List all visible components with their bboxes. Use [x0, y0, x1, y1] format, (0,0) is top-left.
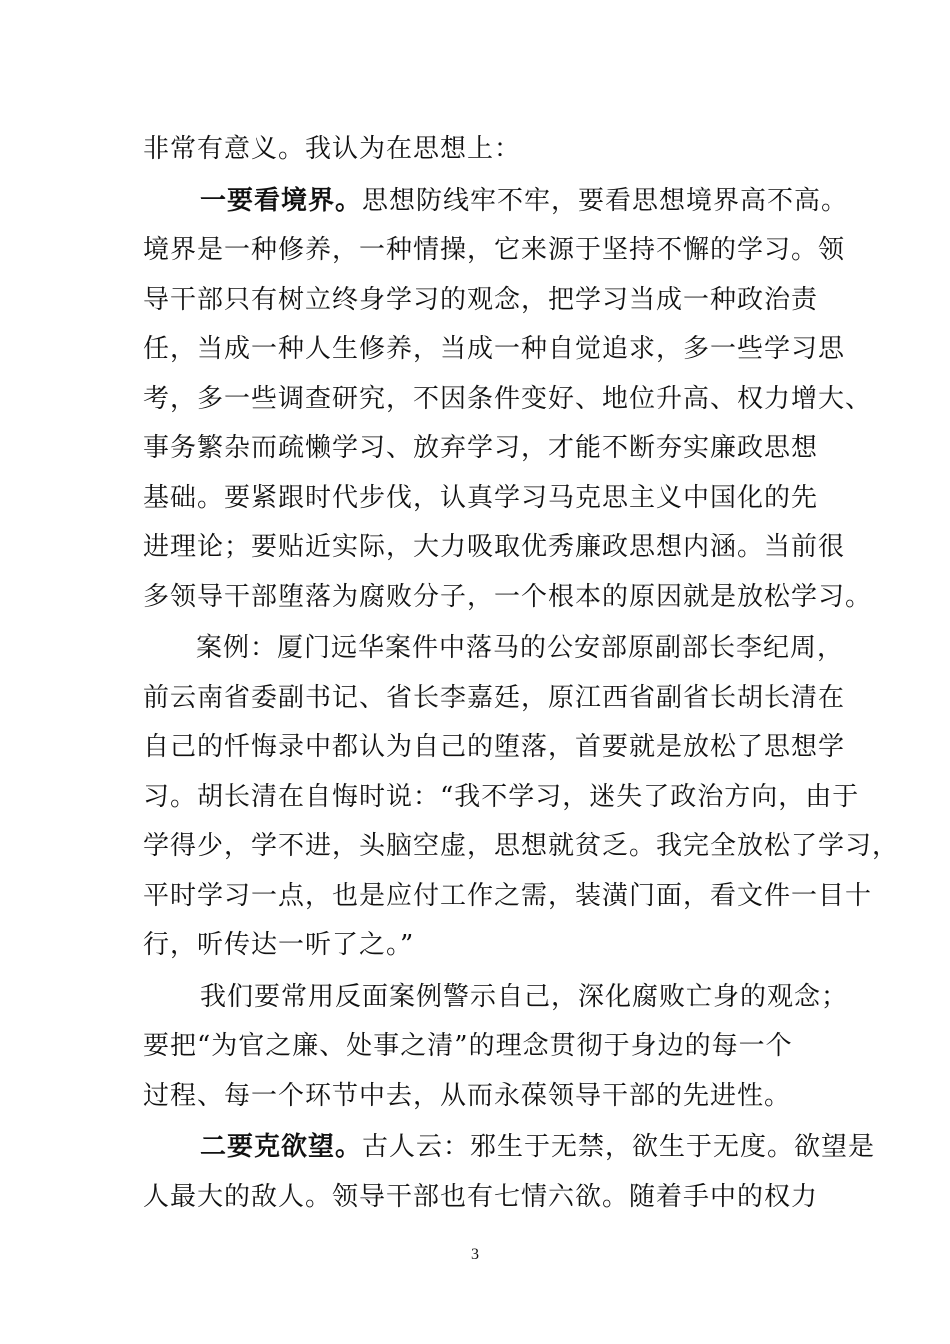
paragraph-line: [200, 1130, 880, 1164]
paragraph-line: 非常有意义。我认为在思想上：: [143, 134, 522, 164]
paragraph-line: 任，当成一种人生修养，当成一种自觉追求，多一些学习思: [143, 334, 846, 364]
paragraph-line: [200, 184, 880, 218]
paragraph-line: 基础。要紧跟时代步伐，认真学习马克思主义中国化的先: [143, 483, 819, 513]
paragraph-line: 导干部只有树立终身学习的观念，把学习当成一种政治责: [143, 285, 819, 315]
paragraph-line: 考，多一些调查研究，不因条件变好、地位升高、权力增大、: [143, 384, 873, 414]
paragraph-text: 古人云：邪生于无禁，欲生于无度。欲望是: [362, 1132, 876, 1162]
paragraph-line: 前云南省委副书记、省长李嘉廷，原江西省副省长胡长清在: [143, 683, 846, 713]
paragraph-line: 事务繁杂而疏懒学习、放弃学习，才能不断夯实廉政思想: [143, 433, 819, 463]
paragraph-line: 要把“为官之廉、处事之清”的理念贯彻于身边的每一个: [143, 1031, 793, 1061]
paragraph-text: 思想防线牢不牢，要看思想境界高不高。: [362, 186, 849, 216]
paragraph-line: 我们要常用反面案例警示自己，深化腐败亡身的观念；: [200, 982, 849, 1012]
paragraph-line: 过程、每一个环节中去，从而永葆领导干部的先进性。: [143, 1081, 792, 1111]
paragraph-line: 案例：厦门远华案件中落马的公安部原副部长李纪周，: [196, 633, 845, 663]
paragraph-line: 人最大的敌人。领导干部也有七情六欲。随着手中的权力: [143, 1182, 819, 1212]
paragraph-line: 平时学习一点，也是应付工作之需，装潢门面，看文件一目十: [143, 881, 873, 911]
paragraph-line: 境界是一种修养，一种情操，它来源于坚持不懈的学习。领: [143, 235, 846, 265]
paragraph-line: 进理论；要贴近实际，大力吸取优秀廉政思想内涵。当前很: [143, 532, 846, 562]
paragraph-line: 自己的忏悔录中都认为自己的堕落，首要就是放松了思想学: [143, 732, 846, 762]
paragraph-line: 多领导干部堕落为腐败分子，一个根本的原因就是放松学习。: [143, 582, 873, 612]
paragraph-line: 行，听传达一听了之。”: [143, 930, 415, 960]
paragraph-line: 学得少，学不进，头脑空虚，思想就贫乏。我完全放松了学习，: [143, 831, 900, 861]
page-number: 3: [471, 1246, 479, 1263]
section-heading: 二要克欲望。: [200, 1132, 363, 1162]
section-heading: 一要看境界。: [200, 186, 363, 216]
paragraph-line: 习。胡长清在自悔时说：“我不学习，迷失了政治方向，由于: [143, 782, 860, 812]
